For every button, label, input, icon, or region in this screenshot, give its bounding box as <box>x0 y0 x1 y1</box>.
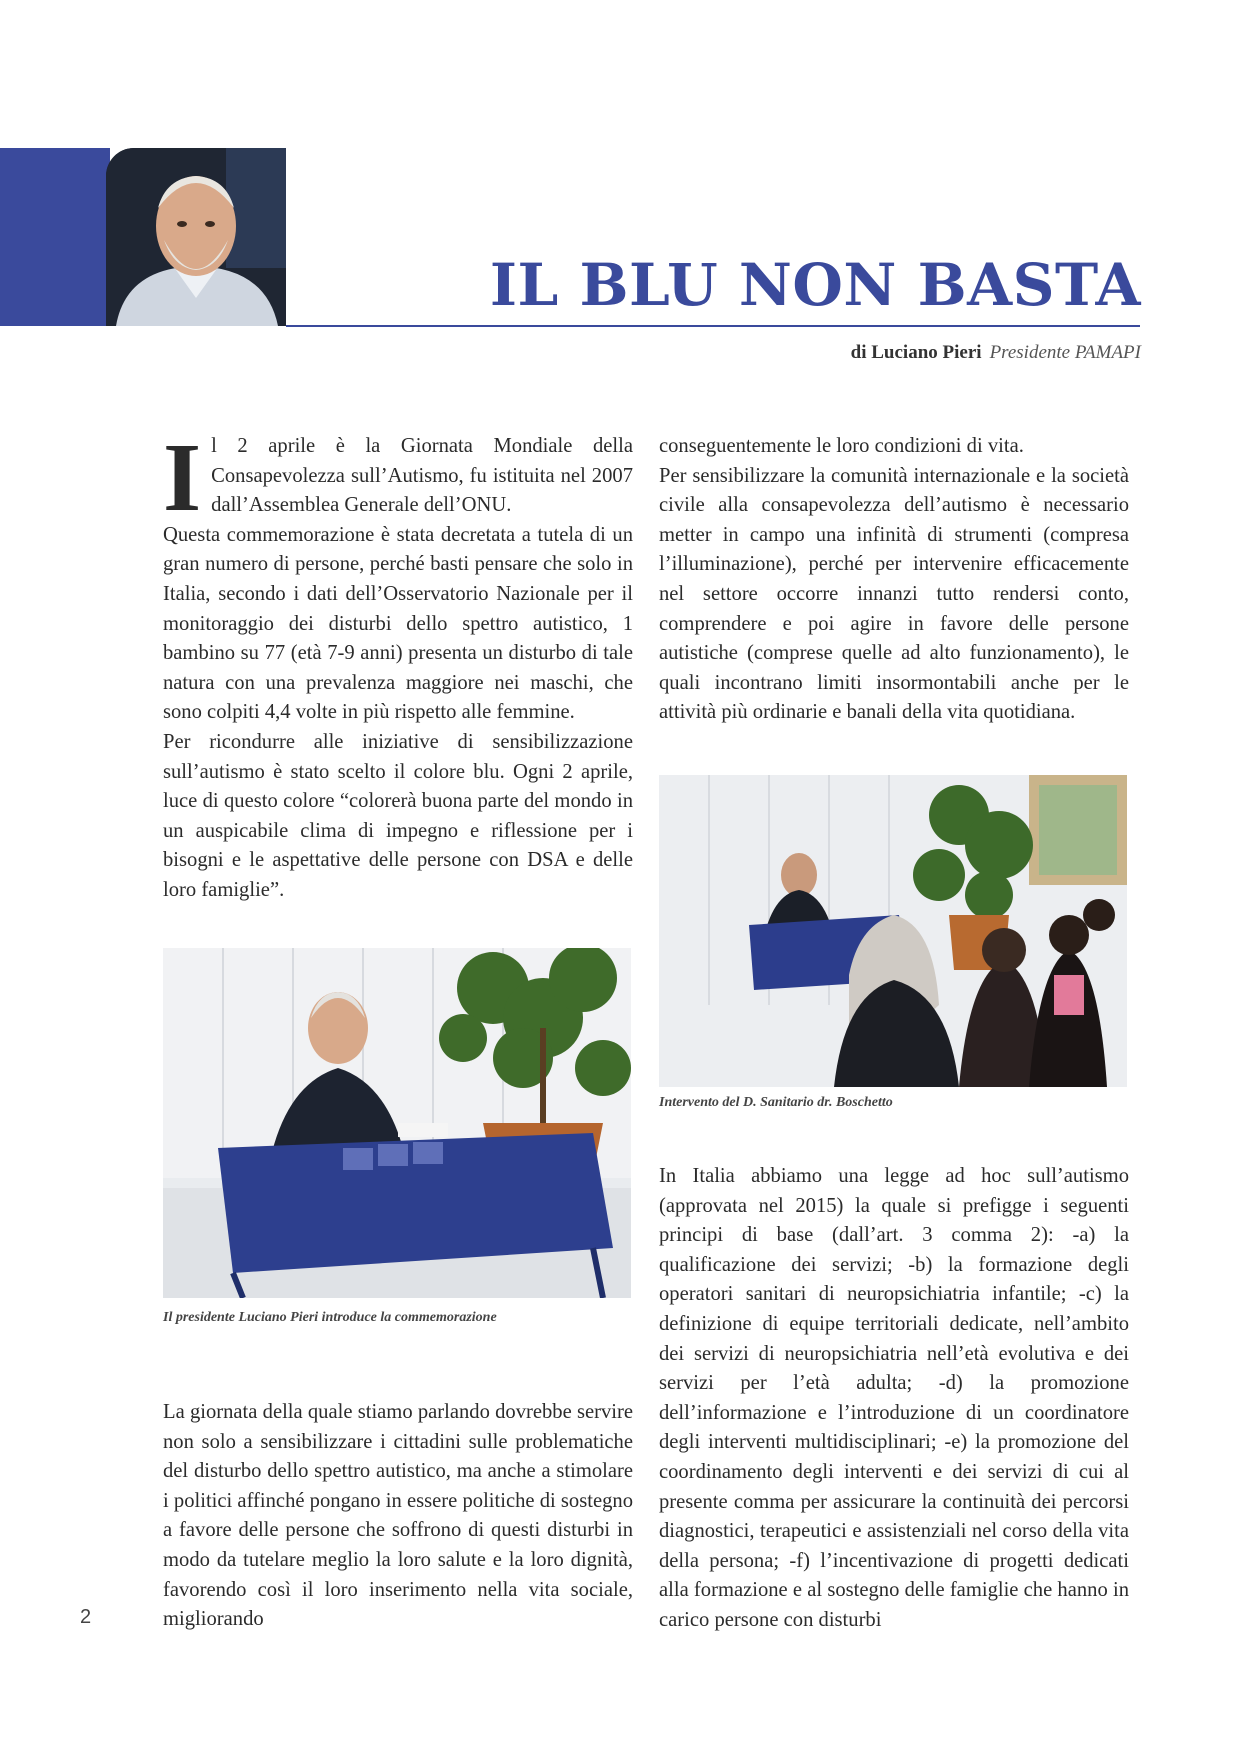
drop-cap: I <box>163 424 202 532</box>
author-role: Presidente PAMAPI <box>989 342 1141 363</box>
header-blue-band <box>0 148 110 326</box>
body-paragraph: Per ricondurre alle iniziative di sensibilizzazione sull’autismo è stato scelto il colore blu. Ogni 2 aprile, luce di questo colore “colorerà buona parte del mondo in un auspicabile clima di impegno e riflessione per i bisogni e le aspettative delle persone con DSA e delle loro famiglie”. <box>163 730 633 901</box>
left-column-bottom-text <box>163 1398 633 1635</box>
photo-caption: Intervento del D. Sanitario dr. Boschetto <box>659 1095 893 1110</box>
photo-president-illustration <box>163 948 631 1298</box>
author-portrait <box>106 148 286 326</box>
title-underline <box>286 325 1140 327</box>
author-portrait-illustration <box>106 148 286 326</box>
left-column-top-text <box>163 424 633 906</box>
author-name: di Luciano Pieri <box>850 342 982 363</box>
photo-caption: Il presidente Luciano Pieri introduce la commemorazione <box>163 1310 497 1325</box>
byline <box>851 342 1141 364</box>
body-paragraph: In Italia abbiamo una legge ad hoc sull’autismo (approvata nel 2015) la quale si prefigge i seguenti principi di base (dall’art. 3 comma 2): -a) la qualificazione dei servizi; -b) la formazione degli operatori sanitari di neuropsichiatria infantile; -c) la definizione di equipe territoriali dedicate, nell’ambito dei servizi di neuropsichiatria nell’età evolutiva e dei servizi per l’età adulta; -d) la promozione dell’informazione e l’introduzione di un coordinatore degli interventi multidisciplinari; -e) la promozione del coordinamento degli interventi e dei servizi di cui al presente comma per assicurare la continuità dei percorsi diagnostici, terapeutici e assistenziali nel corso della vita della persona; -f) l’incentivazione di progetti dedicati alla formazione e al sostegno delle famiglie che hanno in carico persone con disturbi <box>659 1165 1129 1631</box>
body-paragraph: La giornata della quale stiamo parlando dovrebbe servire non solo a sensibilizzare i cittadini sulle problematiche del disturbo dello spettro autistico, ma anche a stimolare i politici affinché pongano in essere politiche di sostegno a favore delle persone che soffrono di questi disturbi in modo da tutelare meglio la loro salute e la loro dignità, favorendo così il loro inserimento nella vita sociale, migliorando <box>163 1401 633 1631</box>
right-column-bottom-text <box>659 1162 1129 1636</box>
body-paragraph: Per sensibilizzare la comunità internazionale e la società civile alla consapevolezza dell’autismo è necessario metter in campo una infinità di strumenti (compresa l’illuminazione), perché per intervenire efficacemente nel settore occorre innanzi tutto rendersi conto, comprendere e poi agire in favore delle persone autistiche (comprese quelle ad alto funzionamento), le quali incontrano limiti insormontabili anche per le attività più ordinarie e banali della vita quotidiana. <box>659 464 1129 724</box>
page-number: 2 <box>80 1606 92 1628</box>
body-paragraph: Questa commemorazione è stata decretata a tutela di un gran numero di persone, perché basti pensare che solo in Italia, secondo i dati dell’Osservatorio Nazionale per il monitoraggio dei disturbi dello spettro autistico, 1 bambino su 77 (età 7-9 anni) presenta un disturbo di tale natura con una prevalenza maggiore nei maschi, che sono colpiti 4,4 volte in più rispetto alle femmine. <box>163 523 633 724</box>
body-paragraph: conseguentemente le loro condizioni di vita. <box>659 435 1024 457</box>
article-title: IL BLU NON BASTA <box>489 251 1141 319</box>
right-column-top-text <box>659 432 1129 728</box>
photo-president-intro <box>163 948 631 1298</box>
photo-health-director-illustration <box>659 775 1127 1087</box>
photo-health-director <box>659 775 1127 1087</box>
intro-paragraph: l 2 aprile è la Giornata Mondiale della Consapevolezza sull’Autismo, fu istituita nel 2007 dall’Assemblea Generale dell’ONU. <box>211 435 633 517</box>
